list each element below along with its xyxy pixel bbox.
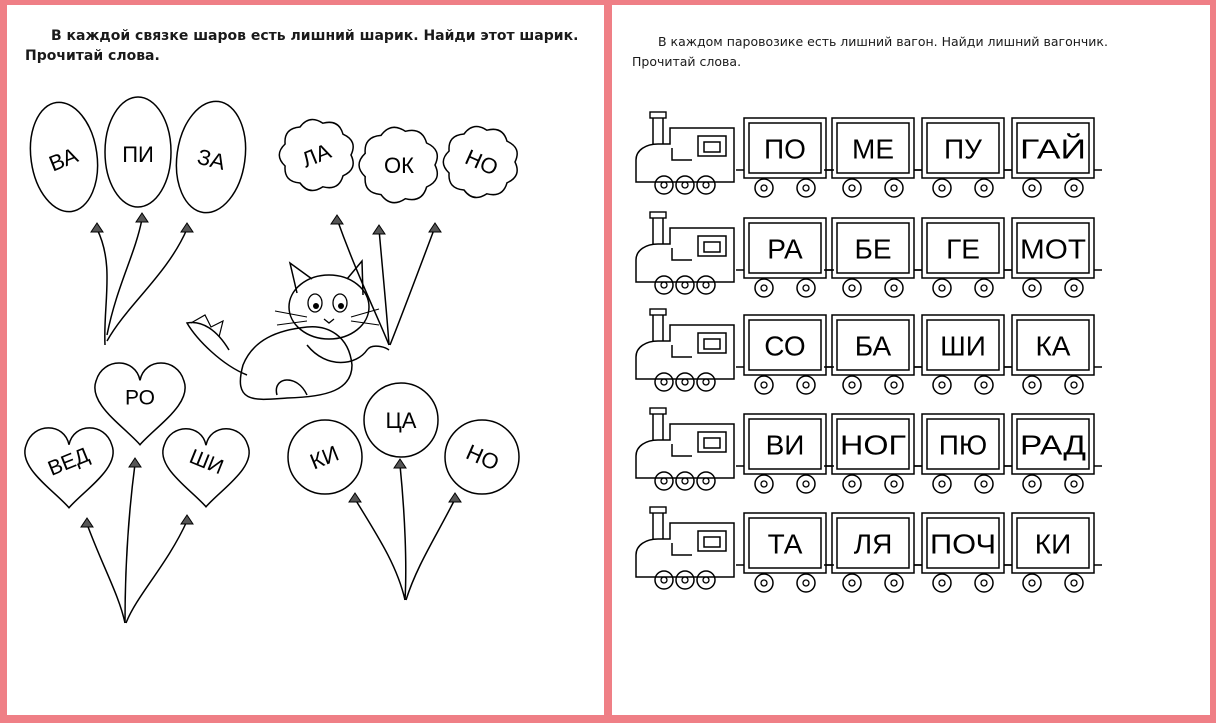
wagon-wheel-hub xyxy=(981,285,987,291)
loco-wheel-hub xyxy=(661,379,667,385)
balloon-bunch-cloud xyxy=(279,119,517,345)
balloon-knot xyxy=(373,225,385,234)
wagon-syllable: ТА xyxy=(767,528,803,560)
wagon xyxy=(736,513,834,592)
wagon-syllable: БА xyxy=(854,330,892,362)
loco-window xyxy=(698,236,726,256)
loco-window-inner xyxy=(704,438,720,448)
wagon-wheel xyxy=(1023,574,1041,592)
wagon-wheel xyxy=(933,574,951,592)
balloon-syllable: ЛА xyxy=(298,138,335,173)
left-worksheet-page xyxy=(7,5,604,715)
wagon-wheel-hub xyxy=(1029,382,1035,388)
loco-chimney xyxy=(653,118,663,144)
wagon-wheel xyxy=(843,574,861,592)
balloon-string xyxy=(126,521,187,623)
loco-wheel-hub xyxy=(703,379,709,385)
loco-wheel-hub xyxy=(682,282,688,288)
loco-wheel-hub xyxy=(682,182,688,188)
balloon-syllable: ПИ xyxy=(122,141,154,167)
balloon-syllable: ЗА xyxy=(194,143,229,175)
wagon-wheel-hub xyxy=(981,481,987,487)
locomotive xyxy=(636,507,734,589)
wagon-wheel-hub xyxy=(891,481,897,487)
wagon-wheel xyxy=(975,475,993,493)
train-instruction-line2: Прочитай слова. xyxy=(632,54,742,69)
train xyxy=(636,112,1102,197)
balloon-knot xyxy=(394,459,406,468)
right-worksheet-page xyxy=(612,5,1210,715)
wagon-wheel xyxy=(885,279,903,297)
cat-eye-left xyxy=(308,294,322,312)
loco-wheel xyxy=(655,176,673,194)
wagon xyxy=(824,414,922,493)
wagon-wheel-hub xyxy=(939,285,945,291)
wagon-wheel-hub xyxy=(1071,185,1077,191)
loco-wheel-hub xyxy=(682,577,688,583)
wagon-wheel xyxy=(843,475,861,493)
wagon-wheel xyxy=(1065,574,1083,592)
wagon-wheel xyxy=(797,475,815,493)
balloon-bunch-oval xyxy=(24,97,253,345)
wagon-wheel xyxy=(885,574,903,592)
cat-eye-right xyxy=(333,294,347,312)
wagon-wheel xyxy=(843,279,861,297)
wagon-wheel xyxy=(755,279,773,297)
balloon-syllable: НО xyxy=(461,144,502,181)
balloon-syllable: КИ xyxy=(306,440,343,475)
locomotive xyxy=(636,112,734,194)
wagon xyxy=(1004,414,1102,493)
balloon-syllable: НО xyxy=(462,439,503,476)
wagon xyxy=(914,118,1012,197)
wagon-wheel-hub xyxy=(1071,382,1077,388)
train xyxy=(636,507,1102,592)
wagon xyxy=(824,315,922,394)
loco-detail xyxy=(672,444,692,456)
wagon-wheel xyxy=(797,179,815,197)
train xyxy=(636,309,1102,394)
wagon-wheel-hub xyxy=(761,580,767,586)
loco-chimney xyxy=(653,315,663,341)
wagon xyxy=(914,513,1012,592)
train xyxy=(636,212,1102,297)
loco-wheel-hub xyxy=(661,577,667,583)
loco-detail xyxy=(672,148,692,160)
balloon-syllable: ШИ xyxy=(186,445,227,480)
trains-illustration xyxy=(612,5,1210,715)
train-instruction-line1: В каждом паровозике есть лишний вагон. Найди лишний вагончик. xyxy=(658,34,1108,49)
wagon-wheel xyxy=(755,376,773,394)
locomotive xyxy=(636,212,734,294)
wagon xyxy=(1004,315,1102,394)
cat-body xyxy=(240,327,352,400)
wagon-wheel-hub xyxy=(849,481,855,487)
loco-wheel-hub xyxy=(703,478,709,484)
balloon-string xyxy=(107,229,187,341)
wagon xyxy=(914,218,1012,297)
wagon-wheel-hub xyxy=(981,185,987,191)
wagon-wheel-hub xyxy=(849,285,855,291)
balloon-syllable: ВА xyxy=(45,142,82,177)
wagon xyxy=(736,414,834,493)
wagon-wheel xyxy=(1065,475,1083,493)
wagon-wheel-hub xyxy=(803,285,809,291)
wagon-wheel-hub xyxy=(981,382,987,388)
wagon-wheel-hub xyxy=(1029,580,1035,586)
balloon-string xyxy=(125,464,135,623)
wagon-wheel-hub xyxy=(849,580,855,586)
wagon-wheel xyxy=(1065,279,1083,297)
balloon-knot xyxy=(91,223,103,232)
wagon-wheel xyxy=(755,475,773,493)
wagon-wheel xyxy=(755,574,773,592)
wagon-wheel-hub xyxy=(1071,580,1077,586)
loco-wheel xyxy=(655,571,673,589)
loco-wheel xyxy=(676,176,694,194)
wagon-wheel xyxy=(933,179,951,197)
balloon-string xyxy=(97,229,107,345)
loco-wheel-hub xyxy=(703,577,709,583)
wagon-wheel-hub xyxy=(891,580,897,586)
balloon-instruction-line1: В каждой связке шаров есть лишний шарик. Найди этот шарик. xyxy=(51,28,579,44)
wagon-wheel xyxy=(975,574,993,592)
balloon-string xyxy=(107,219,142,335)
wagon-wheel xyxy=(885,376,903,394)
wagon-syllable: КА xyxy=(1035,330,1071,362)
wagon-wheel xyxy=(843,376,861,394)
loco-chimney xyxy=(653,414,663,440)
wagon-wheel-hub xyxy=(803,481,809,487)
loco-wheel xyxy=(697,176,715,194)
cat-pupil-left xyxy=(313,303,319,309)
loco-wheel xyxy=(697,571,715,589)
loco-wheel-hub xyxy=(661,478,667,484)
wagon-wheel-hub xyxy=(849,185,855,191)
wagon-wheel xyxy=(975,279,993,297)
balloon-knot xyxy=(181,223,193,232)
loco-wheel xyxy=(697,276,715,294)
wagon-wheel xyxy=(933,376,951,394)
wagon-syllable: КИ xyxy=(1034,528,1072,560)
wagon-syllable: ЛЯ xyxy=(853,528,893,560)
wagon-wheel xyxy=(1065,376,1083,394)
wagon xyxy=(824,513,922,592)
balloon-string xyxy=(379,229,389,345)
balloon-knot xyxy=(181,515,193,524)
wagon-wheel xyxy=(843,179,861,197)
balloon-string xyxy=(355,499,405,600)
wagon xyxy=(736,218,834,297)
loco-wheel-hub xyxy=(661,282,667,288)
wagon-syllable: ВИ xyxy=(765,429,805,461)
wagon xyxy=(736,315,834,394)
wagon-wheel-hub xyxy=(761,481,767,487)
balloon-string xyxy=(406,499,455,600)
wagon-syllable: ПЮ xyxy=(938,429,988,461)
wagon-wheel-hub xyxy=(1029,285,1035,291)
wagon-wheel xyxy=(933,475,951,493)
wagon-wheel xyxy=(975,376,993,394)
loco-wheel xyxy=(655,472,673,490)
balloon-syllable: ЦА xyxy=(385,407,417,433)
loco-chimney xyxy=(653,218,663,244)
wagon-wheel-hub xyxy=(1029,185,1035,191)
wagon-syllable: НОГ xyxy=(840,429,906,461)
wagon-wheel-hub xyxy=(891,285,897,291)
wagon-wheel-hub xyxy=(939,481,945,487)
wagon-wheel-hub xyxy=(803,185,809,191)
wagon-wheel xyxy=(1023,475,1041,493)
loco-wheel-hub xyxy=(703,282,709,288)
wagon xyxy=(824,218,922,297)
balloon-bunch-heart xyxy=(25,363,249,623)
wagon-wheel-hub xyxy=(803,580,809,586)
wagon-wheel-hub xyxy=(891,185,897,191)
wagon-syllable: МОТ xyxy=(1020,233,1086,265)
wagon-syllable: ПУ xyxy=(944,133,982,165)
loco-window xyxy=(698,432,726,452)
wagon-syllable: РА xyxy=(767,233,803,265)
wagon-wheel-hub xyxy=(803,382,809,388)
wagon-wheel-hub xyxy=(849,382,855,388)
balloon-knot xyxy=(429,223,441,232)
wagon-syllable: СО xyxy=(764,330,806,362)
wagon-wheel-hub xyxy=(891,382,897,388)
balloon-syllable: РО xyxy=(125,386,155,410)
loco-window xyxy=(698,136,726,156)
loco-detail xyxy=(672,543,692,555)
loco-window-inner xyxy=(704,339,720,349)
balloon-knot xyxy=(349,493,361,502)
loco-chimney-cap xyxy=(650,507,666,513)
balloon-string xyxy=(390,227,435,345)
balloon-string xyxy=(87,524,125,623)
loco-chimney-cap xyxy=(650,408,666,414)
wagon-wheel xyxy=(1023,179,1041,197)
loco-wheel xyxy=(676,571,694,589)
loco-window-inner xyxy=(704,242,720,252)
cat-ear-left xyxy=(290,263,312,293)
balloon-knot xyxy=(449,493,461,502)
wagon-wheel-hub xyxy=(939,185,945,191)
wagon-wheel-hub xyxy=(1071,481,1077,487)
loco-window-inner xyxy=(704,537,720,547)
wagon-wheel xyxy=(797,376,815,394)
loco-wheel xyxy=(676,472,694,490)
wagon xyxy=(1004,218,1102,297)
wagon-wheel-hub xyxy=(761,285,767,291)
wagon xyxy=(914,414,1012,493)
loco-wheel-hub xyxy=(703,182,709,188)
locomotive xyxy=(636,408,734,490)
wagon-syllable: ПО xyxy=(764,133,806,165)
loco-detail xyxy=(672,345,692,357)
cat-illustration xyxy=(187,261,389,399)
wagon xyxy=(1004,118,1102,197)
wagon-wheel-hub xyxy=(761,382,767,388)
balloon-instruction-line2: Прочитай слова. xyxy=(25,48,160,64)
loco-wheel-hub xyxy=(682,478,688,484)
wagon-wheel-hub xyxy=(1029,481,1035,487)
cat-pupil-right xyxy=(338,303,344,309)
wagon xyxy=(1004,513,1102,592)
wagon-syllable: ПОЧ xyxy=(930,528,996,560)
balloons-illustration xyxy=(7,5,604,715)
loco-chimney xyxy=(653,513,663,539)
loco-chimney-cap xyxy=(650,212,666,218)
wagon-wheel xyxy=(1023,376,1041,394)
loco-wheel xyxy=(697,472,715,490)
wagon xyxy=(914,315,1012,394)
wagon-wheel xyxy=(885,179,903,197)
loco-detail xyxy=(672,248,692,260)
balloon-syllable: ВЕД xyxy=(44,443,93,481)
loco-wheel xyxy=(655,276,673,294)
wagon-wheel-hub xyxy=(939,382,945,388)
balloon-knot xyxy=(81,518,93,527)
loco-wheel-hub xyxy=(682,379,688,385)
wagon-wheel xyxy=(933,279,951,297)
loco-window xyxy=(698,333,726,353)
wagon-syllable: БЕ xyxy=(854,233,892,265)
balloon-syllable: ОК xyxy=(384,152,414,178)
cat-tail xyxy=(187,322,247,375)
balloon-knot xyxy=(331,215,343,224)
wagon-syllable: РАД xyxy=(1020,429,1087,461)
wagon-syllable: ГЕ xyxy=(946,233,980,265)
wagon-wheel xyxy=(755,179,773,197)
balloon-bunch-round xyxy=(288,383,519,600)
cat-leg xyxy=(276,380,307,395)
loco-wheel xyxy=(676,373,694,391)
wagon-wheel xyxy=(975,179,993,197)
balloon-string xyxy=(400,465,406,600)
loco-chimney-cap xyxy=(650,309,666,315)
wagon-syllable: ШИ xyxy=(940,330,986,362)
cat-mouth xyxy=(324,319,334,323)
loco-wheel xyxy=(655,373,673,391)
loco-wheel-hub xyxy=(661,182,667,188)
wagon-wheel-hub xyxy=(761,185,767,191)
loco-window xyxy=(698,531,726,551)
wagon-wheel xyxy=(797,279,815,297)
wagon xyxy=(736,118,834,197)
wagon-wheel xyxy=(885,475,903,493)
wagon-wheel-hub xyxy=(981,580,987,586)
loco-chimney-cap xyxy=(650,112,666,118)
loco-wheel xyxy=(676,276,694,294)
train xyxy=(636,408,1102,493)
wagon-wheel xyxy=(1023,279,1041,297)
loco-window-inner xyxy=(704,142,720,152)
wagon-syllable: МЕ xyxy=(852,133,894,165)
balloon-knot xyxy=(129,458,141,467)
wagon-syllable: ГАЙ xyxy=(1020,133,1086,165)
wagon xyxy=(824,118,922,197)
wagon-wheel xyxy=(797,574,815,592)
locomotive xyxy=(636,309,734,391)
wagon-wheel-hub xyxy=(1071,285,1077,291)
balloon-knot xyxy=(136,213,148,222)
loco-wheel xyxy=(697,373,715,391)
wagon-wheel-hub xyxy=(939,580,945,586)
wagon-wheel xyxy=(1065,179,1083,197)
